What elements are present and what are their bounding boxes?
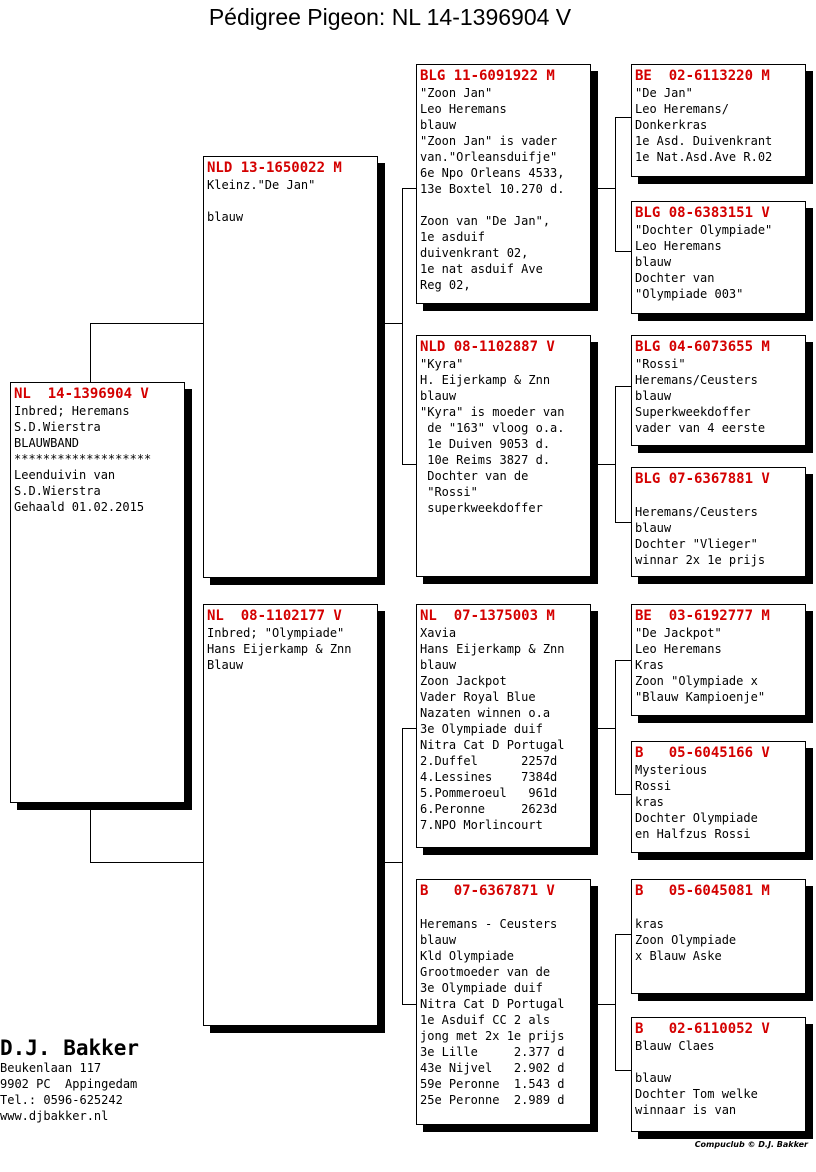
- pigeon-info-line: "Kyra" is moeder van: [420, 405, 565, 419]
- owner-name: D.J. Bakker: [0, 1036, 140, 1060]
- pigeon-info-line: Nitra Cat D Portugal: [420, 997, 565, 1011]
- pigeon-card-fm: [416, 335, 591, 577]
- pigeon-info-line: x Blauw Aske: [635, 949, 722, 963]
- connector: [402, 188, 417, 189]
- pigeon-info-line: Xavia: [420, 626, 457, 640]
- connector: [402, 728, 403, 1004]
- connector: [615, 386, 616, 522]
- connector: [90, 802, 91, 863]
- pigeon-info-line: Leo Heremans: [635, 642, 722, 656]
- connector: [402, 188, 403, 464]
- pigeon-info-line: Dochter Olympiade: [635, 811, 758, 825]
- pigeon-info-line: Reg 02,: [420, 278, 471, 292]
- pigeon-card-fff: [631, 64, 806, 177]
- pigeon-card-mmm: [631, 1017, 806, 1132]
- connector: [596, 464, 615, 465]
- pigeon-card-ff: [416, 64, 591, 304]
- pigeon-info-line: 1e Asd. Duivenkrant: [635, 134, 773, 148]
- pigeon-info-line: [420, 197, 587, 213]
- ring-number: BLG 11-6091922 M: [420, 68, 555, 84]
- ring-number: BLG 04-6073655 M: [635, 339, 770, 355]
- pigeon-info-line: "Blauw Kampioenje": [635, 690, 766, 704]
- connector: [384, 323, 402, 324]
- pigeon-info-line: "De Jan": [635, 86, 693, 100]
- pigeon-info-line: Dochter van: [635, 271, 715, 285]
- ring-number: BLG 08-6383151 V: [635, 205, 770, 221]
- connector: [90, 323, 91, 383]
- pigeon-info-line: blauw: [207, 210, 244, 224]
- pigeon-info-line: blauw: [635, 521, 672, 535]
- pigeon-info-line: Zoon Jackpot: [420, 674, 507, 688]
- pigeon-info-line: Mysterious: [635, 763, 708, 777]
- pigeon-info-line: S.D.Wierstra: [14, 420, 101, 434]
- pigeon-card-mfm: [631, 741, 806, 853]
- pigeon-card-mm: [416, 879, 591, 1125]
- pigeon-info-line: Heremans/Ceusters: [635, 505, 758, 519]
- owner-address-line: Beukenlaan 117: [0, 1061, 102, 1075]
- pigeon-info-line: 3e Lille 2.377 d: [420, 1045, 565, 1059]
- pigeon-info-line: Dochter "Vlieger": [635, 537, 758, 551]
- pigeon-info-line: "Rossi": [635, 357, 686, 371]
- pigeon-info-line: blauw: [420, 389, 457, 403]
- owner-website: www.djbakker.nl: [0, 1109, 109, 1123]
- pigeon-info-line: blauw: [420, 933, 457, 947]
- pigeon-info-line: Superkweekdoffer: [635, 405, 751, 419]
- pigeon-info-line: vader van 4 eerste: [635, 421, 766, 435]
- pigeon-info-line: blauw: [635, 389, 672, 403]
- pigeon-info-line: Zoon van "De Jan",: [420, 214, 551, 228]
- pigeon-info-line: Kleinz."De Jan": [207, 178, 316, 192]
- pigeon-info-line: Leo Heremans/: [635, 102, 729, 116]
- pigeon-info-line: 1e Nat.Asd.Ave R.02: [635, 150, 773, 164]
- pigeon-info-line: Heremans/Ceusters: [635, 373, 758, 387]
- pigeon-info-line: Blauw: [207, 658, 244, 672]
- pigeon-info-line: duivenkrant 02,: [420, 246, 529, 260]
- pigeon-info-line: 10e Reims 3827 d.: [420, 453, 551, 467]
- pigeon-info-line: blauw: [420, 118, 457, 132]
- connector: [615, 660, 616, 794]
- pigeon-info-line: 13e Boxtel 10.270 d.: [420, 182, 565, 196]
- pigeon-info-line: 7.NPO Morlincourt: [420, 818, 543, 832]
- pigeon-info-line: "Zoon Jan" is vader: [420, 134, 558, 148]
- pigeon-info-line: Hans Eijerkamp & Znn: [207, 642, 352, 656]
- pigeon-info-line: winnar 2x 1e prijs: [635, 553, 766, 567]
- pigeon-card-father: [203, 156, 378, 578]
- connector: [402, 728, 417, 729]
- pigeon-card-mff: [631, 604, 806, 716]
- pigeon-info-line: S.D.Wierstra: [14, 484, 101, 498]
- connector: [384, 862, 402, 863]
- connector: [615, 117, 632, 118]
- pigeon-info-line: 1e asduif: [420, 230, 486, 244]
- pigeon-card-subject: [10, 382, 185, 803]
- ring-number: NLD 13-1650022 M: [207, 160, 342, 176]
- pigeon-info-line: kras: [635, 795, 664, 809]
- pigeon-info-line: [420, 900, 587, 916]
- connector: [615, 117, 616, 251]
- pigeon-info-line: "Zoon Jan": [420, 86, 493, 100]
- pigeon-info-line: [635, 1054, 802, 1070]
- pigeon-info-line: BLAUWBAND: [14, 436, 80, 450]
- pigeon-info-line: superkweekdoffer: [420, 501, 543, 515]
- pigeon-info-line: 25e Peronne 2.989 d: [420, 1093, 565, 1107]
- connector: [615, 934, 632, 935]
- pigeon-info-line: Donkerkras: [635, 118, 708, 132]
- connector: [615, 1070, 632, 1071]
- pigeon-card-fmm: [631, 467, 806, 577]
- pigeon-info-line: 1e nat asduif Ave: [420, 262, 543, 276]
- pigeon-card-mother: [203, 604, 378, 1026]
- connector: [615, 251, 632, 252]
- pigeon-info-line: 6.Peronne 2623d: [420, 802, 558, 816]
- pigeon-info-line: "Dochter Olympiade": [635, 223, 773, 237]
- pigeon-info-line: Gehaald 01.02.2015: [14, 500, 145, 514]
- pigeon-info-line: kras: [635, 917, 664, 931]
- pigeon-info-line: en Halfzus Rossi: [635, 827, 751, 841]
- pigeon-card-ffm: [631, 201, 806, 314]
- connector: [615, 934, 616, 1070]
- pigeon-info-line: Inbred; Heremans: [14, 404, 130, 418]
- pigeon-info-line: Dochter van de: [420, 469, 529, 483]
- owner-address-line: 9902 PC Appingedam: [0, 1077, 138, 1091]
- connector: [402, 1004, 417, 1005]
- connector: [615, 522, 632, 523]
- pigeon-info-line: 5.Pommeroeul 961d: [420, 786, 558, 800]
- pigeon-info-line: Heremans - Ceusters: [420, 917, 558, 931]
- ring-number: NL 07-1375003 M: [420, 608, 555, 624]
- page-title: Pédigree Pigeon: NL 14-1396904 V: [208, 4, 572, 30]
- ring-number: NL 14-1396904 V: [14, 386, 149, 402]
- ring-number: NL 08-1102177 V: [207, 608, 342, 624]
- ring-number: NLD 08-1102887 V: [420, 339, 555, 355]
- pigeon-info-line: 3e Olympiade duif: [420, 722, 543, 736]
- pigeon-info-line: de "163" vloog o.a.: [420, 421, 565, 435]
- pigeon-info-line: van."Orleansduifje": [420, 150, 558, 164]
- pigeon-info-line: [635, 488, 802, 504]
- pigeon-info-line: Blauw Claes: [635, 1039, 715, 1053]
- pigeon-card-mf: [416, 604, 591, 848]
- software-credit: Compuclub © D.J. Bakker: [694, 1140, 808, 1149]
- pigeon-info-line: Nitra Cat D Portugal: [420, 738, 565, 752]
- pigeon-info-line: 59e Peronne 1.543 d: [420, 1077, 565, 1091]
- pigeon-info-line: 4.Lessines 7384d: [420, 770, 558, 784]
- connector: [615, 794, 632, 795]
- pigeon-info-line: blauw: [635, 255, 672, 269]
- pigeon-info-line: "Rossi": [420, 485, 478, 499]
- connector: [402, 464, 417, 465]
- pigeon-info-line: jong met 2x 1e prijs: [420, 1029, 565, 1043]
- pigeon-info-line: 1e Asduif CC 2 als: [420, 1013, 551, 1027]
- pigeon-info-line: 1e Duiven 9053 d.: [420, 437, 551, 451]
- ring-number: B 05-6045081 M: [635, 883, 770, 899]
- pigeon-info-line: Grootmoeder van de: [420, 965, 551, 979]
- connector: [615, 386, 632, 387]
- pigeon-info-line: Kld Olympiade: [420, 949, 514, 963]
- pigeon-info-line: 2.Duffel 2257d: [420, 754, 558, 768]
- pigeon-info-line: "Olympiade 003": [635, 287, 744, 301]
- pigeon-info-line: blauw: [420, 658, 457, 672]
- pigeon-info-line: 3e Olympiade duif: [420, 981, 543, 995]
- pigeon-info-line: H. Eijerkamp & Znn: [420, 373, 551, 387]
- pigeon-info-line: Leenduivin van: [14, 468, 116, 482]
- pigeon-info-line: Rossi: [635, 779, 672, 793]
- connector: [596, 188, 615, 189]
- pigeon-info-line: "Kyra": [420, 357, 464, 371]
- pigeon-info-line: Nazaten winnen o.a: [420, 706, 551, 720]
- pigeon-info-line: 6e Npo Orleans 4533,: [420, 166, 565, 180]
- pigeon-info-line: Inbred; "Olympiade": [207, 626, 345, 640]
- ring-number: B 02-6110052 V: [635, 1021, 770, 1037]
- connector: [615, 660, 632, 661]
- pigeon-info-line: [635, 900, 802, 916]
- pigeon-info-line: Zoon Olympiade: [635, 933, 737, 947]
- pigeon-info-line: winnaar is van: [635, 1103, 737, 1117]
- pigeon-info-line: Hans Eijerkamp & Znn: [420, 642, 565, 656]
- pigeon-info-line: blauw: [635, 1071, 672, 1085]
- pigeon-info-line: Zoon "Olympiade x: [635, 674, 758, 688]
- connector: [596, 1004, 615, 1005]
- pigeon-card-mmf: [631, 879, 806, 994]
- pigeon-info-line: Leo Heremans: [420, 102, 507, 116]
- connector: [90, 862, 204, 863]
- owner-phone: Tel.: 0596-625242: [0, 1093, 123, 1107]
- ring-number: BE 03-6192777 M: [635, 608, 770, 624]
- ring-number: BLG 07-6367881 V: [635, 471, 770, 487]
- pigeon-info-line: Vader Royal Blue: [420, 690, 536, 704]
- pigeon-info-line: [207, 193, 374, 209]
- ring-number: B 05-6045166 V: [635, 745, 770, 761]
- connector: [596, 728, 615, 729]
- pigeon-info-line: Leo Heremans: [635, 239, 722, 253]
- pigeon-info-line: "De Jackpot": [635, 626, 722, 640]
- pigeon-info-line: Dochter Tom welke: [635, 1087, 758, 1101]
- connector: [90, 323, 204, 324]
- pigeon-info-line: *******************: [14, 452, 152, 466]
- ring-number: B 07-6367871 V: [420, 883, 555, 899]
- pigeon-card-fmf: [631, 335, 806, 446]
- pigeon-info-line: Kras: [635, 658, 664, 672]
- pigeon-info-line: 43e Nijvel 2.902 d: [420, 1061, 565, 1075]
- ring-number: BE 02-6113220 M: [635, 68, 770, 84]
